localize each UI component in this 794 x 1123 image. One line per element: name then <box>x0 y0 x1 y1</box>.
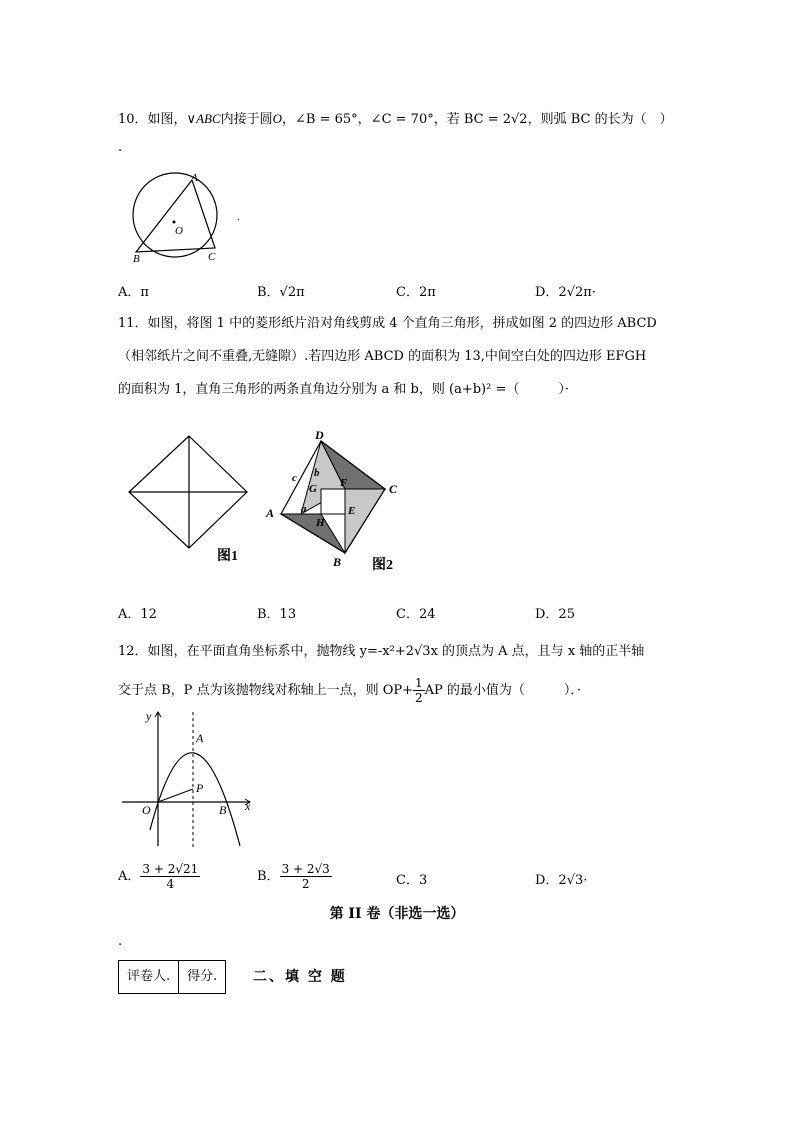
label-e: E <box>348 505 356 517</box>
q10-choice-a: A．π <box>118 285 149 300</box>
fraction-numerator: 3 + 2√3 <box>281 862 330 876</box>
fraction-denominator: 2 <box>301 877 310 891</box>
label-d: D <box>315 428 324 442</box>
label-f: F <box>340 477 348 489</box>
q12-line1: 12．如图，在平面直角坐标系中，抛物线 y=-x²+2√3x 的顶点为 A 点，且与 x 轴的正半轴 <box>118 644 645 659</box>
label-a: A <box>191 172 198 184</box>
label-o: O <box>175 225 183 237</box>
parabola <box>150 753 240 846</box>
score-table <box>118 960 226 994</box>
label-side-a: a <box>301 503 307 515</box>
title-dot: . <box>118 934 123 949</box>
label-b: B <box>133 253 140 265</box>
label-c: C <box>208 251 216 263</box>
center-point <box>173 221 176 224</box>
q12-choice-b <box>257 862 332 891</box>
fraction-numerator: 1 <box>415 676 423 690</box>
triangle-abc <box>136 180 215 252</box>
label-b: B <box>333 555 342 569</box>
q11-choice-a: A．12 <box>118 607 157 622</box>
label-o: O <box>142 803 151 817</box>
section-title: 二、填 空 题 <box>253 969 347 985</box>
fraction-a <box>140 862 200 891</box>
label-c: C <box>389 482 398 496</box>
q12-parabola-figure <box>118 706 258 851</box>
q11-fig2-square <box>258 425 408 575</box>
q11-line3: 的面积为 1，直角三角形的两条直角边分别为 a 和 b，则 (a+b)² =（ ）· <box>118 382 569 397</box>
q11-line2: （相邻纸片之间不重叠,无缝隙）.若四边形 ABCD 的面积为 13,中间空白处的四边形 EFGH <box>118 349 647 364</box>
label-side-b: b <box>314 467 320 479</box>
choice-prefix: A． <box>118 869 141 884</box>
label-y: y <box>146 709 152 723</box>
q10-stem-part: 内接于圆 <box>220 112 273 127</box>
label-side-c: c <box>292 472 297 484</box>
q11-choice-c: C．24 <box>396 607 436 622</box>
fraction-denominator: 4 <box>166 877 175 891</box>
q10-dot: . <box>118 140 123 155</box>
fraction-b <box>280 862 332 891</box>
q11-choice-d: D．25 <box>535 607 575 622</box>
q11-choice-b: B．13 <box>257 607 297 622</box>
q12-line2-part: AP 的最小值为（ ）．· <box>424 683 582 698</box>
fraction-numerator: 3 + 2√21 <box>142 862 199 876</box>
q10-choice-b: B．√2π <box>257 285 305 300</box>
q12-choice-c: C．3 <box>396 873 428 888</box>
label-a: A <box>196 731 204 745</box>
figure-dot: . <box>237 211 240 223</box>
q10-choice-c: C．2π <box>396 285 436 300</box>
label-b: B <box>219 803 227 817</box>
q10-triangle-name: ABC <box>196 111 221 126</box>
q12-choice-d: D．2√3· <box>535 873 588 888</box>
segment-op <box>158 789 193 802</box>
inner-square-efgh <box>321 489 345 514</box>
grader-cell: 评卷人. <box>127 969 171 984</box>
choice-prefix: B． <box>257 869 280 884</box>
score-cell: 得分. <box>178 961 225 993</box>
fig2-caption: 图2 <box>372 558 393 573</box>
fraction-denominator: 2 <box>415 691 423 705</box>
q10-stem-part: 10．如图，∨ <box>118 112 197 127</box>
volume-title: 第 II 卷（非选一选） <box>329 906 465 922</box>
q10-stem <box>118 108 673 127</box>
q12-line2 <box>118 676 581 705</box>
fraction-half <box>413 676 425 705</box>
label-p: P <box>196 781 204 795</box>
q11-line1: 11．如图，将图 1 中的菱形纸片沿对角线剪成 4 个直角三角形，拼成如图 2 的四边形 ABCD <box>118 316 657 331</box>
q10-circle-name: O <box>272 111 283 126</box>
q12-choice-a <box>118 862 200 891</box>
q10-stem-part: ，∠B = 65°，∠C = 70°，若 BC = 2√2，则弧 BC 的长为（ ） <box>282 112 673 127</box>
label-g: G <box>309 483 317 495</box>
fig1-caption: 图1 <box>217 549 238 564</box>
label-x: x <box>245 799 251 813</box>
q11-fig1-rhombus <box>125 432 253 567</box>
label-a: A <box>266 506 275 520</box>
q10-choice-d: D．2√2π· <box>535 285 596 300</box>
q12-line2-part: 交于点 B，P 点为该抛物线对称轴上一点，则 OP+ <box>118 683 413 698</box>
q10-circle-figure <box>120 168 260 268</box>
label-h: H <box>316 517 325 529</box>
